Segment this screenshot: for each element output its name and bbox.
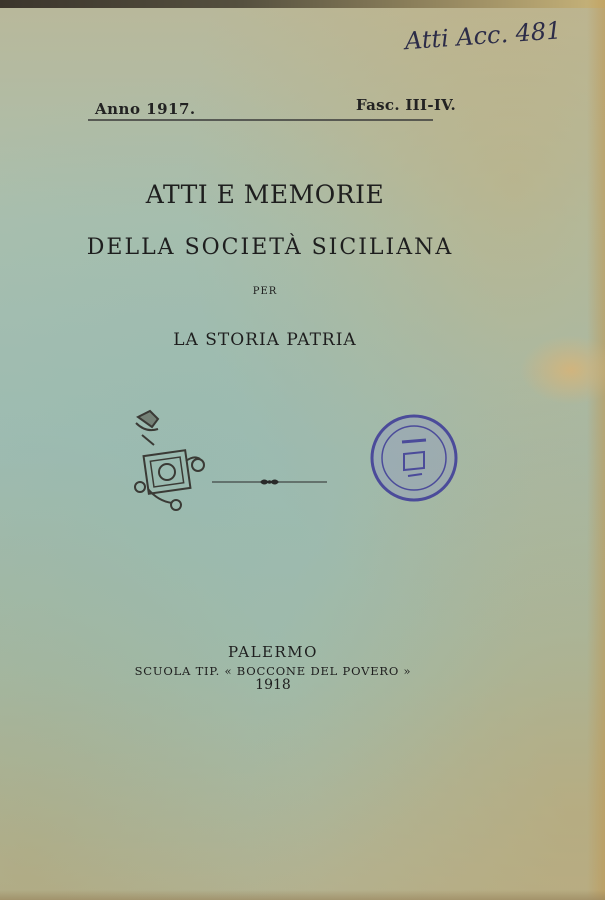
header-year: Anno 1917. — [95, 100, 196, 118]
title-connector: PER — [252, 286, 278, 297]
society-emblem-icon — [128, 405, 212, 515]
cover-right-edge — [587, 0, 605, 900]
publication-year: 1918 — [255, 677, 291, 693]
publisher-name: SCUOLA TIP. « BOCCONE DEL POVERO » — [134, 664, 412, 678]
library-stamp-icon — [368, 412, 460, 504]
paper-stain — [520, 335, 605, 405]
header-issue: Fasc. III-IV. — [356, 96, 457, 114]
handwritten-note: Atti Acc. 481 — [403, 16, 563, 56]
decorative-rule — [212, 475, 327, 489]
title-line-2: DELLA SOCIETÀ SICILIANA — [86, 235, 454, 260]
publication-city: PALERMO — [228, 643, 318, 661]
title-line-1: ATTI E MEMORIE — [145, 180, 385, 209]
title-line-3: LA STORIA PATRIA — [173, 330, 357, 350]
cover-bottom-edge — [0, 890, 605, 900]
cover-top-edge — [0, 0, 605, 8]
header-rule — [88, 119, 433, 121]
